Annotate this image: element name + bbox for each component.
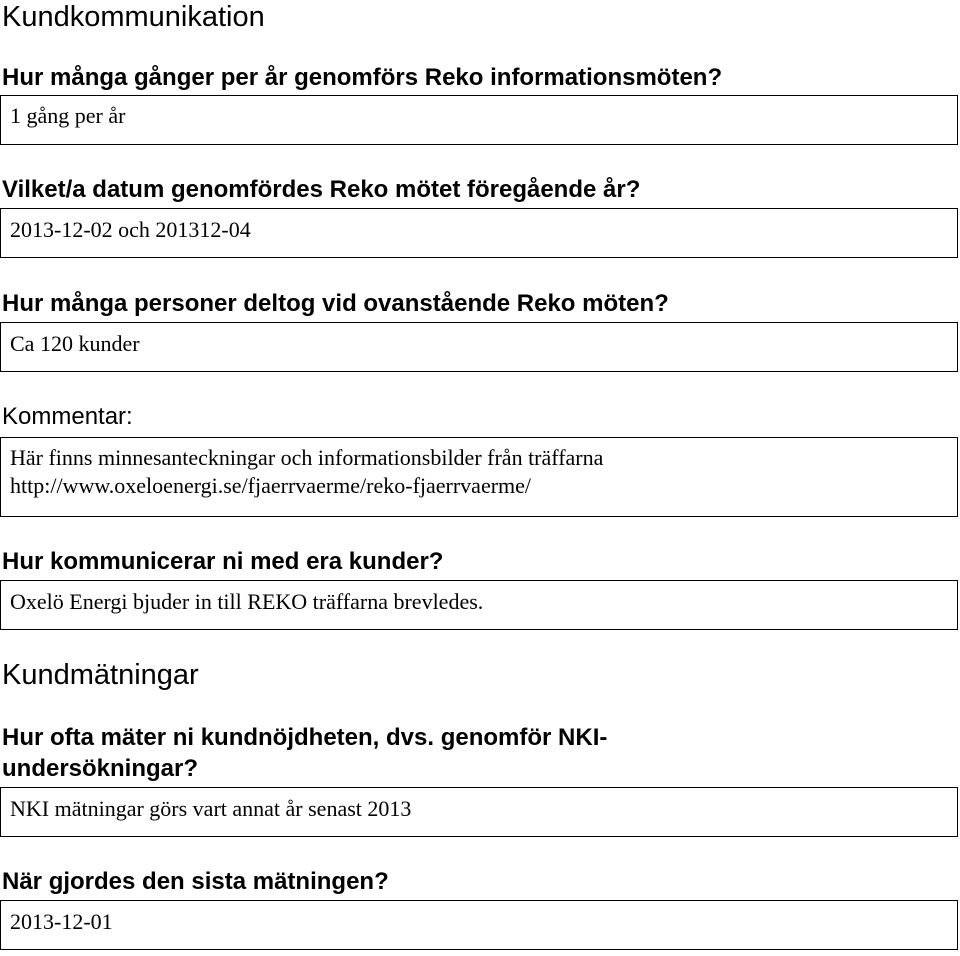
comment-field[interactable] bbox=[0, 437, 958, 517]
comment-label: Kommentar: bbox=[2, 403, 133, 430]
question-reko-meetings-per-year: Hur många gånger per år genomförs Reko informationsmöten? bbox=[2, 64, 723, 91]
comment-text-line: Här finns minnesanteckningar och informationsbilder från träffarna bbox=[10, 445, 604, 470]
answer-text: 2013-12-02 och 201312-04 bbox=[10, 217, 251, 242]
answer-text: Ca 120 kunder bbox=[10, 331, 140, 356]
answer-text: 2013-12-01 bbox=[10, 909, 113, 934]
question-participants: Hur många personer deltog vid ovanstående Reko möten? bbox=[2, 290, 669, 317]
comment-link[interactable]: http://www.oxeloenergi.se/fjaerrvaerme/reko-fjaerrvaerme/ bbox=[10, 473, 532, 498]
answer-field-nki-frequency[interactable] bbox=[0, 787, 958, 837]
answer-text: 1 gång per år bbox=[10, 103, 126, 128]
answer-field-last-measurement[interactable] bbox=[0, 900, 958, 950]
section-title-kundkommunikation: Kundkommunikation bbox=[2, 1, 265, 33]
question-reko-meeting-dates: Vilket/a datum genomfördes Reko mötet föregående år? bbox=[2, 176, 641, 203]
question-last-measurement: När gjordes den sista mätningen? bbox=[2, 868, 389, 895]
answer-text: Oxelö Energi bjuder in till REKO träffarna brevledes. bbox=[10, 589, 484, 614]
section-title-kundmatningar: Kundmätningar bbox=[2, 659, 199, 691]
answer-field-meetings-per-year[interactable] bbox=[0, 95, 958, 145]
answer-field-meeting-dates[interactable] bbox=[0, 208, 958, 258]
question-nki-frequency-line-1: Hur ofta mäter ni kundnöjdheten, dvs. genomför NKI- bbox=[2, 724, 608, 751]
answer-field-communication-method[interactable] bbox=[0, 580, 958, 630]
answer-text: NKI mätningar görs vart annat år senast 2013 bbox=[10, 796, 412, 821]
answer-field-participants[interactable] bbox=[0, 322, 958, 372]
question-communication-method: Hur kommunicerar ni med era kunder? bbox=[2, 548, 444, 575]
question-nki-frequency-line-2: undersökningar? bbox=[2, 755, 199, 782]
